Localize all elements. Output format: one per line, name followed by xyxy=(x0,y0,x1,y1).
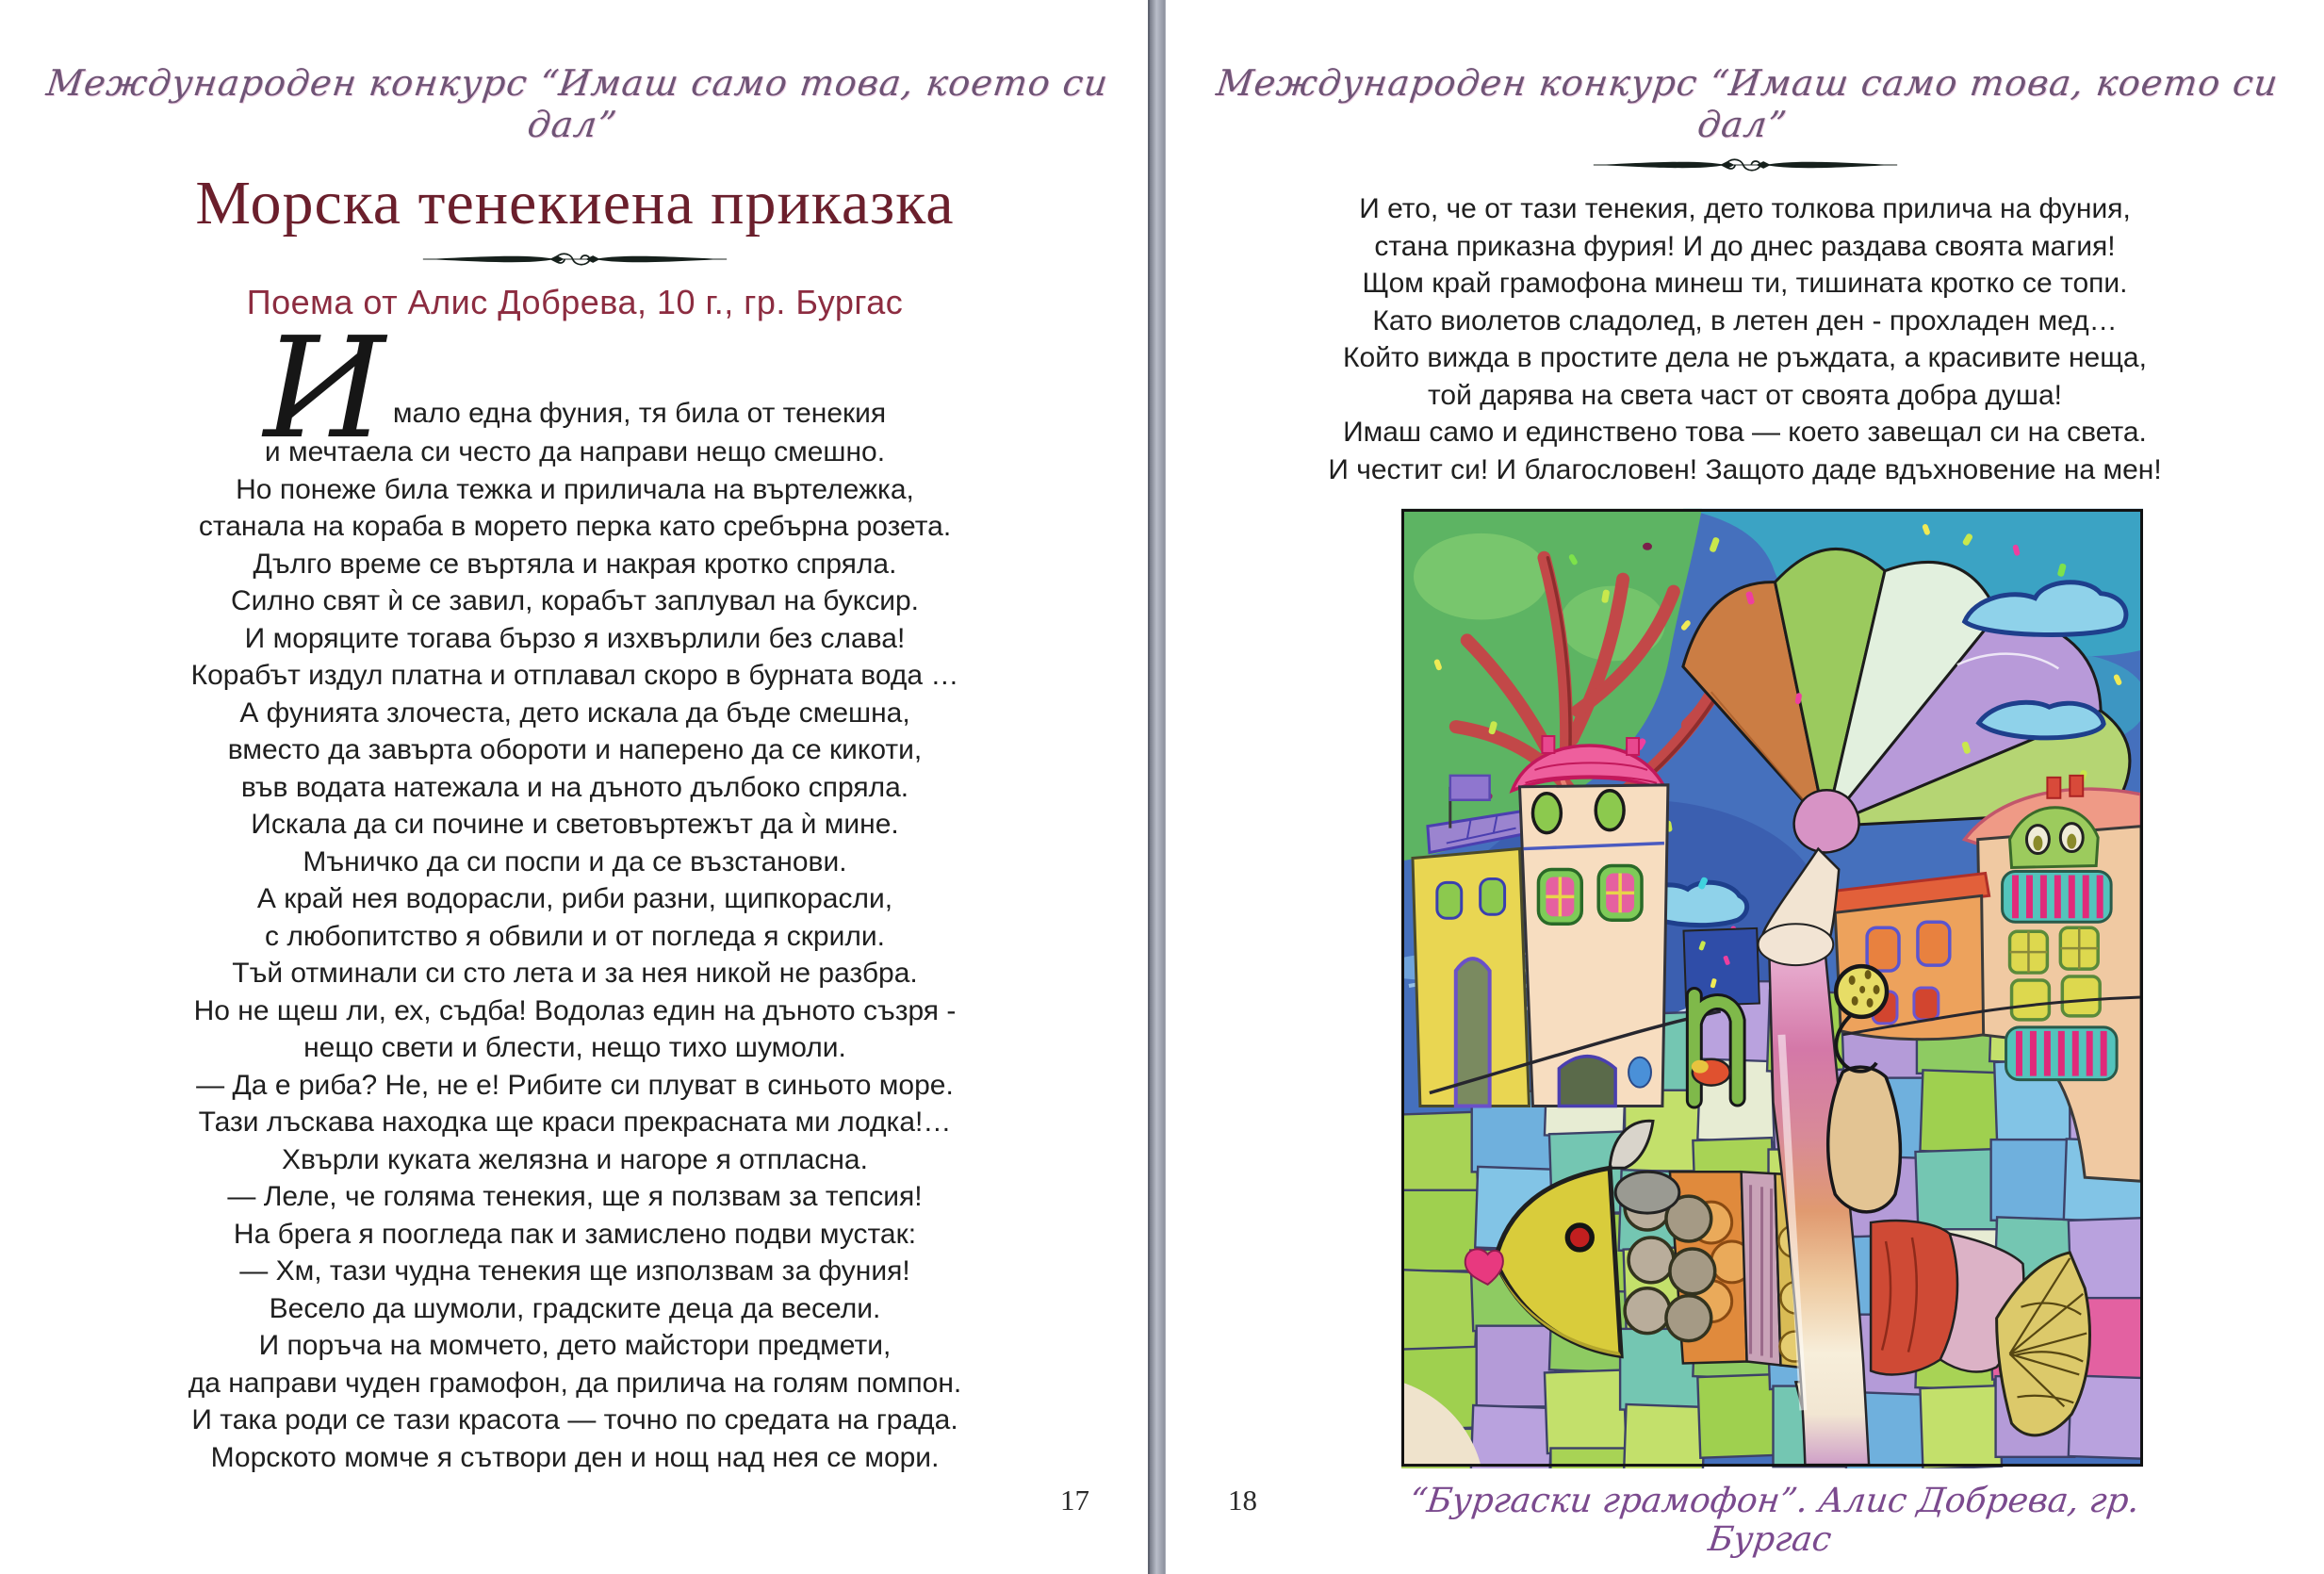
poem-line: Като виолетов сладолед, в летен ден - прохладен мед… xyxy=(1372,304,2118,336)
poem-line: И ето, че от тази тенекия, дето толкова прилича на фуния, xyxy=(1359,193,2131,224)
competition-header: Международен конкурс “Имаш само това, което си дал” xyxy=(43,62,1111,145)
poem-byline: Поема от Алис Добрева, 10 г., гр. Бургас xyxy=(246,283,904,321)
poem-line: Но не щеш ли, ех, съдба! Водолаз един на дъното съзря - xyxy=(193,994,957,1026)
right-page xyxy=(1166,0,2324,1574)
poem-line: Имаш само и единствено това — което завещал си на света. xyxy=(1343,417,2147,448)
poem-line: Който вижда в простите дела не ръждата, а красивите неща, xyxy=(1343,342,2147,373)
page-number: 18 xyxy=(1228,1484,1257,1517)
houses-left xyxy=(1413,736,1668,1107)
flourish-divider-icon xyxy=(419,247,730,271)
competition-header: Международен конкурс “Имаш само това, което си дал” xyxy=(1214,62,2281,145)
poem-line: Щом край грамофона минеш ти, тишината кротко се топи. xyxy=(1362,268,2128,299)
poem-line: — Леле, че голяма тенекия, ще я ползвам за тепсия! xyxy=(227,1181,923,1212)
drop-cap-letter: И xyxy=(263,307,385,469)
poem-line: вместо да завърта обороти и наперено да се кикоти, xyxy=(227,734,923,765)
poem-body-left xyxy=(0,434,1150,1476)
poem-line: И моряците тогава бързо я изхвърлили без слава! xyxy=(244,622,906,654)
book-spine xyxy=(1148,0,1166,1574)
poem-line: Тъй отминали си сто лета и за нея никой не разбра. xyxy=(232,958,918,989)
poem-line: нещо свети и блести, нещо тихо шумоли. xyxy=(303,1032,846,1063)
poem-line: И честит си! И благословен! Защото даде вдъхновение на мен! xyxy=(1328,453,2162,485)
poem-line: и мечтаела си често да направи нещо смешно. xyxy=(264,436,886,467)
poem-line: А край нея водорасли, риби разни, щипкорасли, xyxy=(256,883,893,914)
poem-line: Мъничко да си поспи и да се възстанови. xyxy=(303,845,847,877)
poem-line: станала на кораба в морето перка като сребърна розета. xyxy=(198,511,952,542)
poem-line: Весело да шумоли, градските деца да весели. xyxy=(269,1292,881,1324)
artwork-image xyxy=(1401,507,2143,1468)
poem-line: мало една фуния, тя била от тенекия xyxy=(392,398,887,429)
poem-line: Искала да си почине и световъртежът да ѝ мине. xyxy=(251,809,899,840)
flourish-divider-icon xyxy=(1590,153,1901,177)
poem-line: Дълго време се въртяла и накрая кротко спряла. xyxy=(253,548,897,580)
page-number: 17 xyxy=(1060,1484,1089,1517)
poem-line: във водата натежала и на дъното дълбоко спряла. xyxy=(240,771,909,803)
poem-line: И поръча на момчето, дето майстори предмети, xyxy=(258,1330,892,1361)
poem-line: с любопитство я обвили и от погледа я скрили. xyxy=(265,920,885,952)
poem-line: Силно свят ѝ се завил, корабът заплувал на буксир. xyxy=(230,585,920,616)
poem-line: да направи чуден грамофон, да прилича на голям помпон. xyxy=(188,1367,962,1399)
left-page xyxy=(0,0,1150,1574)
poem-line: той дарява на света част от своята добра душа! xyxy=(1428,379,2062,411)
poem-line: На брега я поогледа пак и замислено подви мустак: xyxy=(233,1218,917,1250)
poem-line: Тази лъскава находка ще краси прекрасната ми лодка!… xyxy=(198,1107,952,1138)
poem-title: Морска тенекиена приказка xyxy=(195,169,955,238)
poem-line: — Да е риба? Не, не е! Рибите си плуват в синьото море. xyxy=(196,1069,954,1101)
poem-line: Хвърли куката желязна и нагоре я отпласна. xyxy=(282,1143,868,1175)
poem-line: И така роди се тази красота — точно по средата на града. xyxy=(191,1404,958,1435)
artwork-caption: “Бургаски грамофон”. Алис Добрева, гр. Бургас xyxy=(1407,1482,2142,1559)
poem-line: стана приказна фурия! И до днес раздава своята магия! xyxy=(1374,230,2116,262)
poem-line: Но понеже била тежка и приличала на въртележка, xyxy=(236,473,914,505)
poem-line: Корабът издул платна и отплавал скоро в бурната вода … xyxy=(190,660,959,691)
poem-body-right xyxy=(1166,190,2324,488)
flourish-divider-icon xyxy=(1166,153,2324,177)
poem-line: — Хм, тази чудна тенекия ще използвам за фуния! xyxy=(239,1255,910,1287)
poem-line: А фунията злочеста, дето искала да бъде смешна, xyxy=(239,697,910,729)
poem-line: Морското момче я сътвори ден и нощ над нея се мори. xyxy=(210,1441,940,1473)
flourish-divider-icon xyxy=(0,247,1150,271)
